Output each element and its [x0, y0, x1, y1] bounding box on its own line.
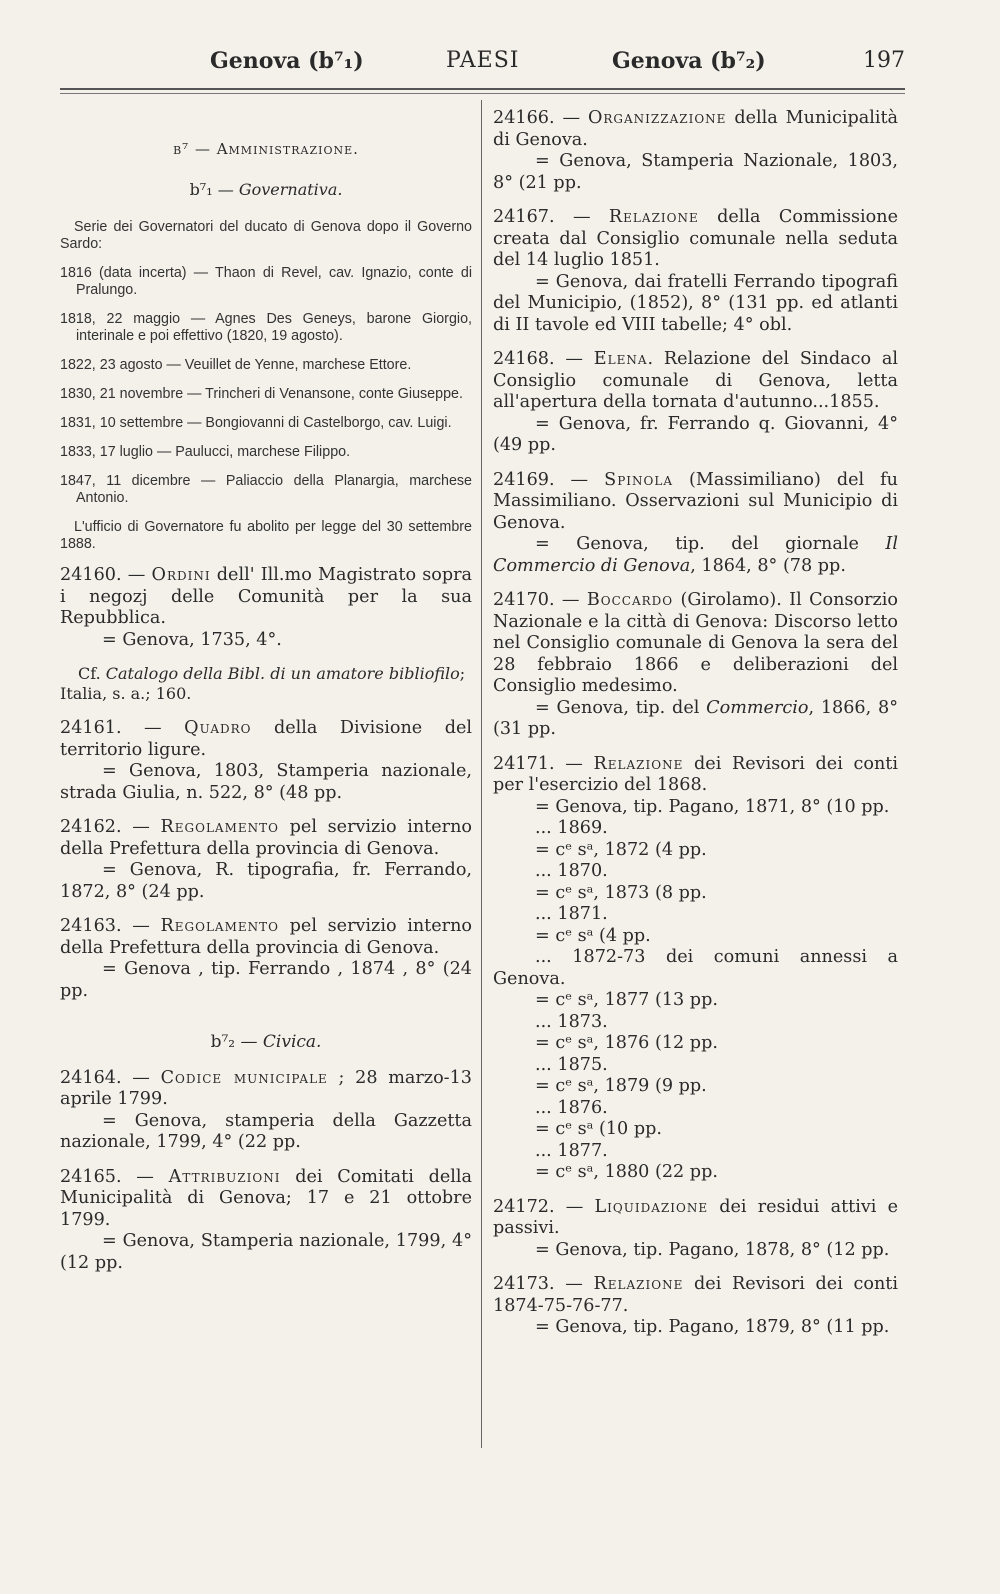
abolition-note: L'ufficio di Governatore fu abolito per legge del 30 settembre 1888. — [60, 519, 472, 552]
entry-24170: 24170. — Boccardo (Girolamo). Il Consorzio Nazionale e la città di Genova: Discorso letto nel Consiglio comunale di Genova la sera del 28 febbraio 1866 e deliberazioni del Consiglio medesimo. = Genova, tip. del Commercio, 1866, 8° (31 pp. — [493, 590, 899, 739]
left-column — [60, 100, 472, 1287]
header-center: PAESI — [446, 48, 520, 73]
entry-24160: 24160. — Ordini dell' Ill.mo Magistrato sopra i negozj delle Comunità per la sua Repubblica. = Genova, 1735, 4°. — [60, 565, 473, 650]
header-rule — [60, 88, 905, 90]
entry-24173: 24173. — Relazione dei Revisori dei conti 1874-75-76-77. = Genova, tip. Pagano, 1879, 8° (11 pp. — [493, 1274, 898, 1337]
intro-text: Serie dei Governatori del ducato di Genova dopo il Governo Sardo: — [60, 219, 472, 252]
column-divider — [481, 100, 482, 1448]
entry-24168: 24168. — Elena. Relazione del Sindaco al Consiglio comunale di Genova, letta all'apertura della tornata d'autunno...1855. = Genova, fr. Ferrando q. Giovanni, 4° (49 pp. — [493, 349, 898, 455]
governor-entry: 1831, 10 settembre — Bongiovanni di Castelborgo, cav. Luigi. — [60, 415, 452, 431]
running-header — [60, 44, 905, 84]
subsection-heading-civica: b⁷₂ — Civica. — [210, 1032, 322, 1052]
header-rule-thin — [60, 93, 905, 94]
governors-list — [60, 219, 472, 553]
entry-24163: 24163. — Regolamento pel servizio interno della Prefettura della provincia di Genova. = Genova , tip. Ferrando , 1874 , 8° (24 pp. — [60, 916, 472, 1001]
right-column — [493, 100, 898, 1352]
entries-right — [493, 108, 898, 1339]
entry-24169: 24169. — Spinola (Massimiliano) del fu Massimiliano. Osservazioni sul Municipio di Genova. = Genova, tip. del giornale Il Commercio di Genova, 1864, 8° (78 pp. — [493, 469, 898, 576]
reference-note: Cf. Catalogo della Bibl. di un amatore bibliofilo; Italia, s. a.; 160. — [60, 664, 466, 703]
header-right: Genova (b⁷₂) — [612, 48, 766, 74]
governor-entry: 1847, 11 dicembre — Paliaccio della Planargia, marchese Antonio. — [60, 473, 472, 506]
section-heading: b⁷ — Amministrazione. — [173, 140, 359, 158]
governor-entry: 1830, 21 novembre — Trincheri di Venansone, conte Giuseppe. — [60, 386, 463, 402]
page-number: 197 — [863, 48, 905, 73]
entry-24165: 24165. — Attribuzioni dei Comitati della Municipalità di Genova; 17 e 21 ottobre 1799. = Genova, Stamperia nazionale, 1799, 4° (12 pp. — [60, 1166, 473, 1273]
governor-entry: 1818, 22 maggio — Agnes Des Geneys, barone Giorgio, interinale e poi effettivo (1820, 19 agosto). — [60, 311, 472, 344]
header-left: Genova (b⁷₁) — [210, 48, 364, 74]
entry-24172: 24172. — Liquidazione dei residui attivi e passivi. = Genova, tip. Pagano, 1878, 8° (12 pp. — [493, 1196, 898, 1260]
entry-24171: 24171. — Relazione dei Revisori dei conti per l'esercizio del 1868. = Genova, tip. Pagano, 1871, 8° (10 pp. ... 1869. = cᵉ sᵃ, 1872 (4 pp. ... 1870. = cᵉ sᵃ, 1873 (8 pp. ... 1871. = cᵉ sᵃ (4 pp. ... 1872-73 dei comuni annessi a Genova. = cᵉ sᵃ, 1877 (13 pp. ... 1873. = cᵉ sᵃ, 1876 (12 pp. ... 1875. = cᵉ sᵃ, 1879 (9 pp. ... 1876. = cᵉ sᵃ (10 pp. ... 1877. = cᵉ sᵃ, 1880 (22 pp. — [493, 753, 898, 1182]
governor-entry: 1833, 17 luglio — Paulucci, marchese Filippo. — [60, 444, 351, 460]
entry-24162: 24162. — Regolamento pel servizio interno della Prefettura della provincia di Genova. = Genova, R. tipografia, fr. Ferrando, 1872, 8° (24 pp. — [60, 817, 472, 902]
entry-24164: 24164. — Codice municipale ; 28 marzo-13 aprile 1799. = Genova, stamperia della Gazzetta nazionale, 1799, 4° (22 pp. — [60, 1067, 472, 1152]
governor-entry: 1816 (data incerta) — Thaon di Revel, cav. Ignazio, conte di Pralungo. — [60, 265, 472, 298]
entry-24161: 24161. — Quadro della Divisione del territorio ligure. = Genova, 1803, Stamperia nazionale, strada Giulia, n. 522, 8° (48 pp. — [60, 718, 472, 803]
entry-24167: 24167. — Relazione della Commissione creata dal Consiglio comunale nella seduta del 14 luglio 1851. = Genova, dai fratelli Ferrando tipografi del Municipio, (1852), 8° (131 pp. ed atlanti di II tavole ed VIII tabelle; 4° obl. — [493, 207, 898, 335]
entry-24166: 24166. — Organizzazione della Municipalità di Genova. = Genova, Stamperia Nazionale, 1803, 8° (21 pp. — [493, 108, 899, 193]
subsection-heading: b⁷₁ — Governativa. — [189, 180, 343, 199]
governor-entry: 1822, 23 agosto — Veuillet de Yenne, marchese Ettore. — [60, 357, 412, 373]
entries-left — [60, 565, 472, 1274]
